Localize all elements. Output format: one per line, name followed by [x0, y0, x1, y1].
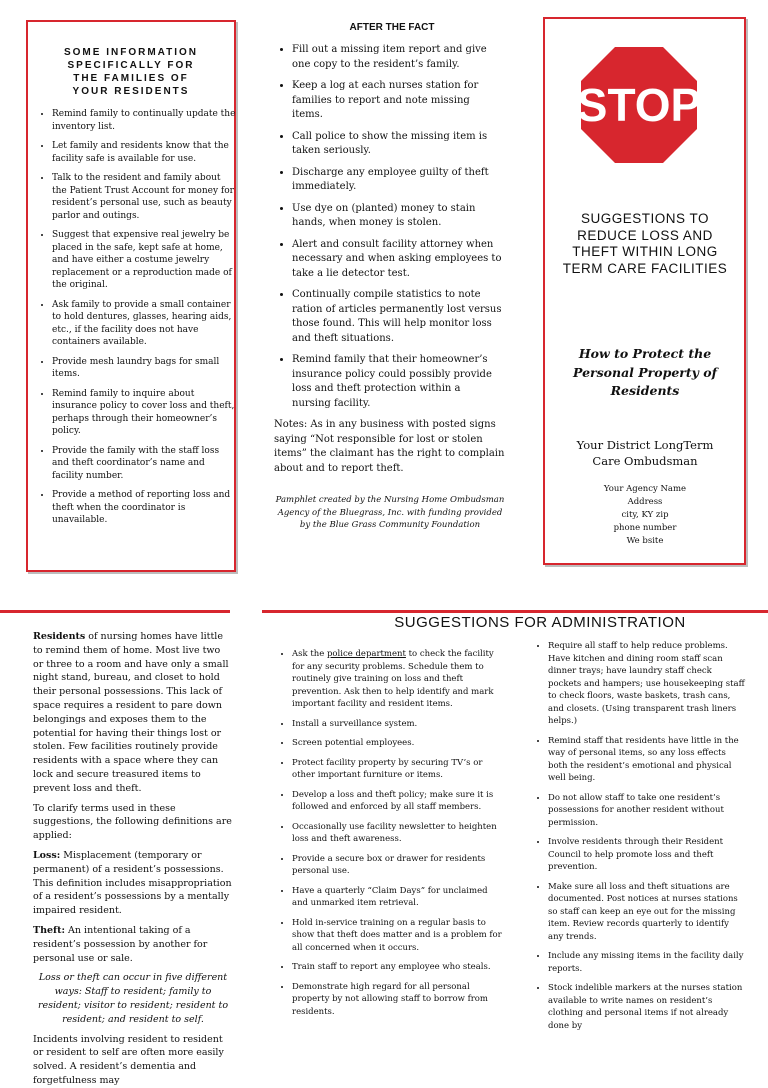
list-item: • Train staff to report any employee who steals. — [292, 961, 502, 974]
list-item: • Ask family to provide a small container to hold dentures, glasses, hearing aids, etc., if the facility does not have containers available. — [52, 299, 238, 349]
stop-sign-icon — [577, 43, 701, 167]
police-department-link[interactable]: police department — [326, 649, 406, 659]
list-item: • Use dye on (planted) money to stain hands, when money is stolen. — [292, 202, 502, 231]
list-item: • Remind family to inquire about insurance policy to cover loss and theft, perhaps through their homeowner’s policy. — [52, 388, 238, 438]
cover-subtitle: How to Protect the Personal Property of Residents — [573, 346, 717, 398]
list-item: • Suggest that expensive real jewelry be placed in the safe, kept safe at home, and have either a costume jewelry replacement or a reproduction made of the original. — [52, 229, 238, 292]
admin-heading: SUGGESTIONS FOR ADMINISTRATION — [394, 614, 686, 631]
list-item: • Talk to the resident and family about the Patient Trust Account for money for resident’s personal use, such as beauty parlor and outings. — [52, 172, 238, 222]
list-item: • Alert and consult facility attorney when necessary and when asking employees to take a lie detector test. — [292, 238, 502, 282]
list-item: • Keep a log at each nurses station for families to report and note missing items. — [292, 79, 502, 123]
divider-left — [0, 610, 230, 613]
incidents-text: Incidents involving resident to resident or resident to self are often more easily solved. A resident’s dementia and forgetfulness may — [33, 1033, 224, 1086]
list-item: • Install a surveillance system. — [292, 718, 502, 731]
residents-intro: Residents of nursing homes have little to remind them of home. Most live two or three to a room and have only a small night stand, bureau, and closet to hold their personal possessions. This lack of space requires a resident to pare down belongings and exposes them to the potential for having their things lost or stolen. Few facilities routinely provide residents with a space where they can lock and secure treasured items to prevent loss and theft. — [33, 631, 229, 794]
admin-list-2 — [528, 640, 746, 1032]
list-item: • Make sure all loss and theft situations are documented. Post notices at nurses stations so staff can keep an eye out for the missing item. Review records quarterly to identify any trends. — [548, 881, 746, 944]
contact-line: phone number — [613, 523, 677, 533]
list-item: • Provide a secure box or drawer for residents personal use. — [292, 853, 502, 878]
list-item: • Call police to show the missing item is taken seriously. — [292, 130, 502, 159]
list-item: • Develop a loss and theft policy; make sure it is followed and enforced by all staff members. — [292, 789, 502, 814]
list-item: • Screen potential employees. — [292, 737, 502, 750]
list-item: • Continually compile statistics to note ration of articles permanently lost versus those found. This will help monitor loss and theft situations. — [292, 288, 502, 346]
contact-line: Address — [627, 497, 663, 507]
list-item: • Involve residents through their Resident Council to help promote loss and theft prevention. — [548, 836, 746, 874]
five-ways: Loss or theft can occur in five different ways: Staff to resident; family to resident; visitor to resident; resident to resident; and resident to self. — [37, 972, 229, 1025]
list-item: • Provide the family with the staff loss and theft coordinator’s name and facility number. — [52, 445, 238, 483]
list-item: • Fill out a missing item report and give one copy to the resident’s family. — [292, 43, 502, 72]
contact-block — [565, 483, 725, 548]
residents-clarify: To clarify terms used in these suggestions, the following definitions are applied: — [33, 802, 232, 842]
list-item: • Include any missing items in the facility daily reports. — [548, 950, 746, 975]
after-list — [262, 43, 502, 411]
list-item: • Protect facility property by securing TV’s or other important furniture or items. — [292, 757, 502, 782]
list-item: • Discharge any employee guilty of theft immediately. — [292, 166, 502, 195]
admin-column-2 — [528, 640, 746, 1039]
list-item: • Demonstrate high regard for all personal property by not allowing staff to borrow from residents. — [292, 981, 502, 1019]
theft-definition: Theft: An intentional taking of a resident’s possession by another for personal use or sale. — [33, 924, 208, 964]
list-item: • Provide mesh laundry bags for small items. — [52, 356, 238, 381]
after-panel — [262, 22, 512, 562]
pamphlet-credit: Pamphlet created by the Nursing Home Ombudsman Agency of the Bluegrass, Inc. with funding provided by the Blue Grass Community Foundation — [275, 495, 505, 530]
contact-line: city, KY zip — [621, 510, 669, 520]
divider-right — [262, 610, 768, 613]
list-item: • Require all staff to help reduce problems. Have kitchen and dining room staff scan dinner trays; have laundry staff check pockets and hampers; use housekeeping staff to check floors, waste baskets, trash cans, and closets. (Using transparent trash liners helps.) — [548, 640, 746, 728]
cover-panel — [543, 17, 746, 565]
after-heading: AFTER THE FACT — [349, 22, 435, 33]
admin-column-1 — [270, 648, 502, 1025]
contact-line: Your Agency Name — [603, 484, 687, 494]
list-item: • Stock indelible markers at the nurses station available to write names on resident’s clothing and personal items if not already done by — [548, 982, 746, 1032]
list-item: • Remind family to continually update the inventory list. — [52, 108, 238, 133]
family-panel-heading: SOME INFORMATION SPECIFICALLY FOR THE FAMILIES OF YOUR RESIDENTS — [63, 47, 199, 97]
list-item: • Hold in-service training on a regular basis to show that theft does matter and is a problem for all concerned when it occurs. — [292, 917, 502, 955]
family-list — [38, 108, 238, 534]
contact-line: We bsite — [626, 536, 664, 546]
stop-sign-text: STOP — [577, 79, 701, 131]
list-item: • Do not allow staff to take one resident’s possessions for another resident without permission. — [548, 792, 746, 830]
list-item: • Remind family that their homeowner’s insurance policy could possibly provide loss and theft protection within a nursing facility. — [292, 353, 502, 411]
family-panel — [26, 20, 236, 572]
list-item: • Remind staff that residents have little in the way of personal items, so any loss effects both the resident’s emotional and physical well being. — [548, 735, 746, 785]
list-item: • Provide a method of reporting loss and theft when the coordinator is unavailable. — [52, 489, 238, 527]
admin-list-1 — [270, 648, 502, 1018]
list-item: • Have a quarterly “Claim Days” for unclaimed and unmarked item retrieval. — [292, 885, 502, 910]
loss-definition: Loss: Misplacement (temporary or permanent) of a resident’s possessions. This definition includes misappropriation of a resident’s possessions by a mentally impaired resident. — [33, 849, 232, 917]
after-notes: Notes: As in any business with posted signs saying “Not responsible for lost or stolen items” the claimant has the right to complain about and to report theft. — [274, 419, 505, 474]
residents-panel — [33, 630, 233, 1088]
list-item: • Ask the police department to check the facility for any security problems. Schedule them to routinely give training on loss and theft prevention. Ask then to help identify and mark important facility and resident items. — [292, 648, 502, 711]
list-item: • Occasionally use facility newsletter to heighten loss and theft awareness. — [292, 821, 502, 846]
cover-title: SUGGESTIONS TO REDUCE LOSS AND THEFT WITHIN LONG TERM CARE FACILITIES — [562, 211, 728, 276]
list-item: • Let family and residents know that the facility safe is available for use. — [52, 140, 238, 165]
district-ombudsman: Your District LongTerm Care Ombudsman — [576, 438, 714, 468]
